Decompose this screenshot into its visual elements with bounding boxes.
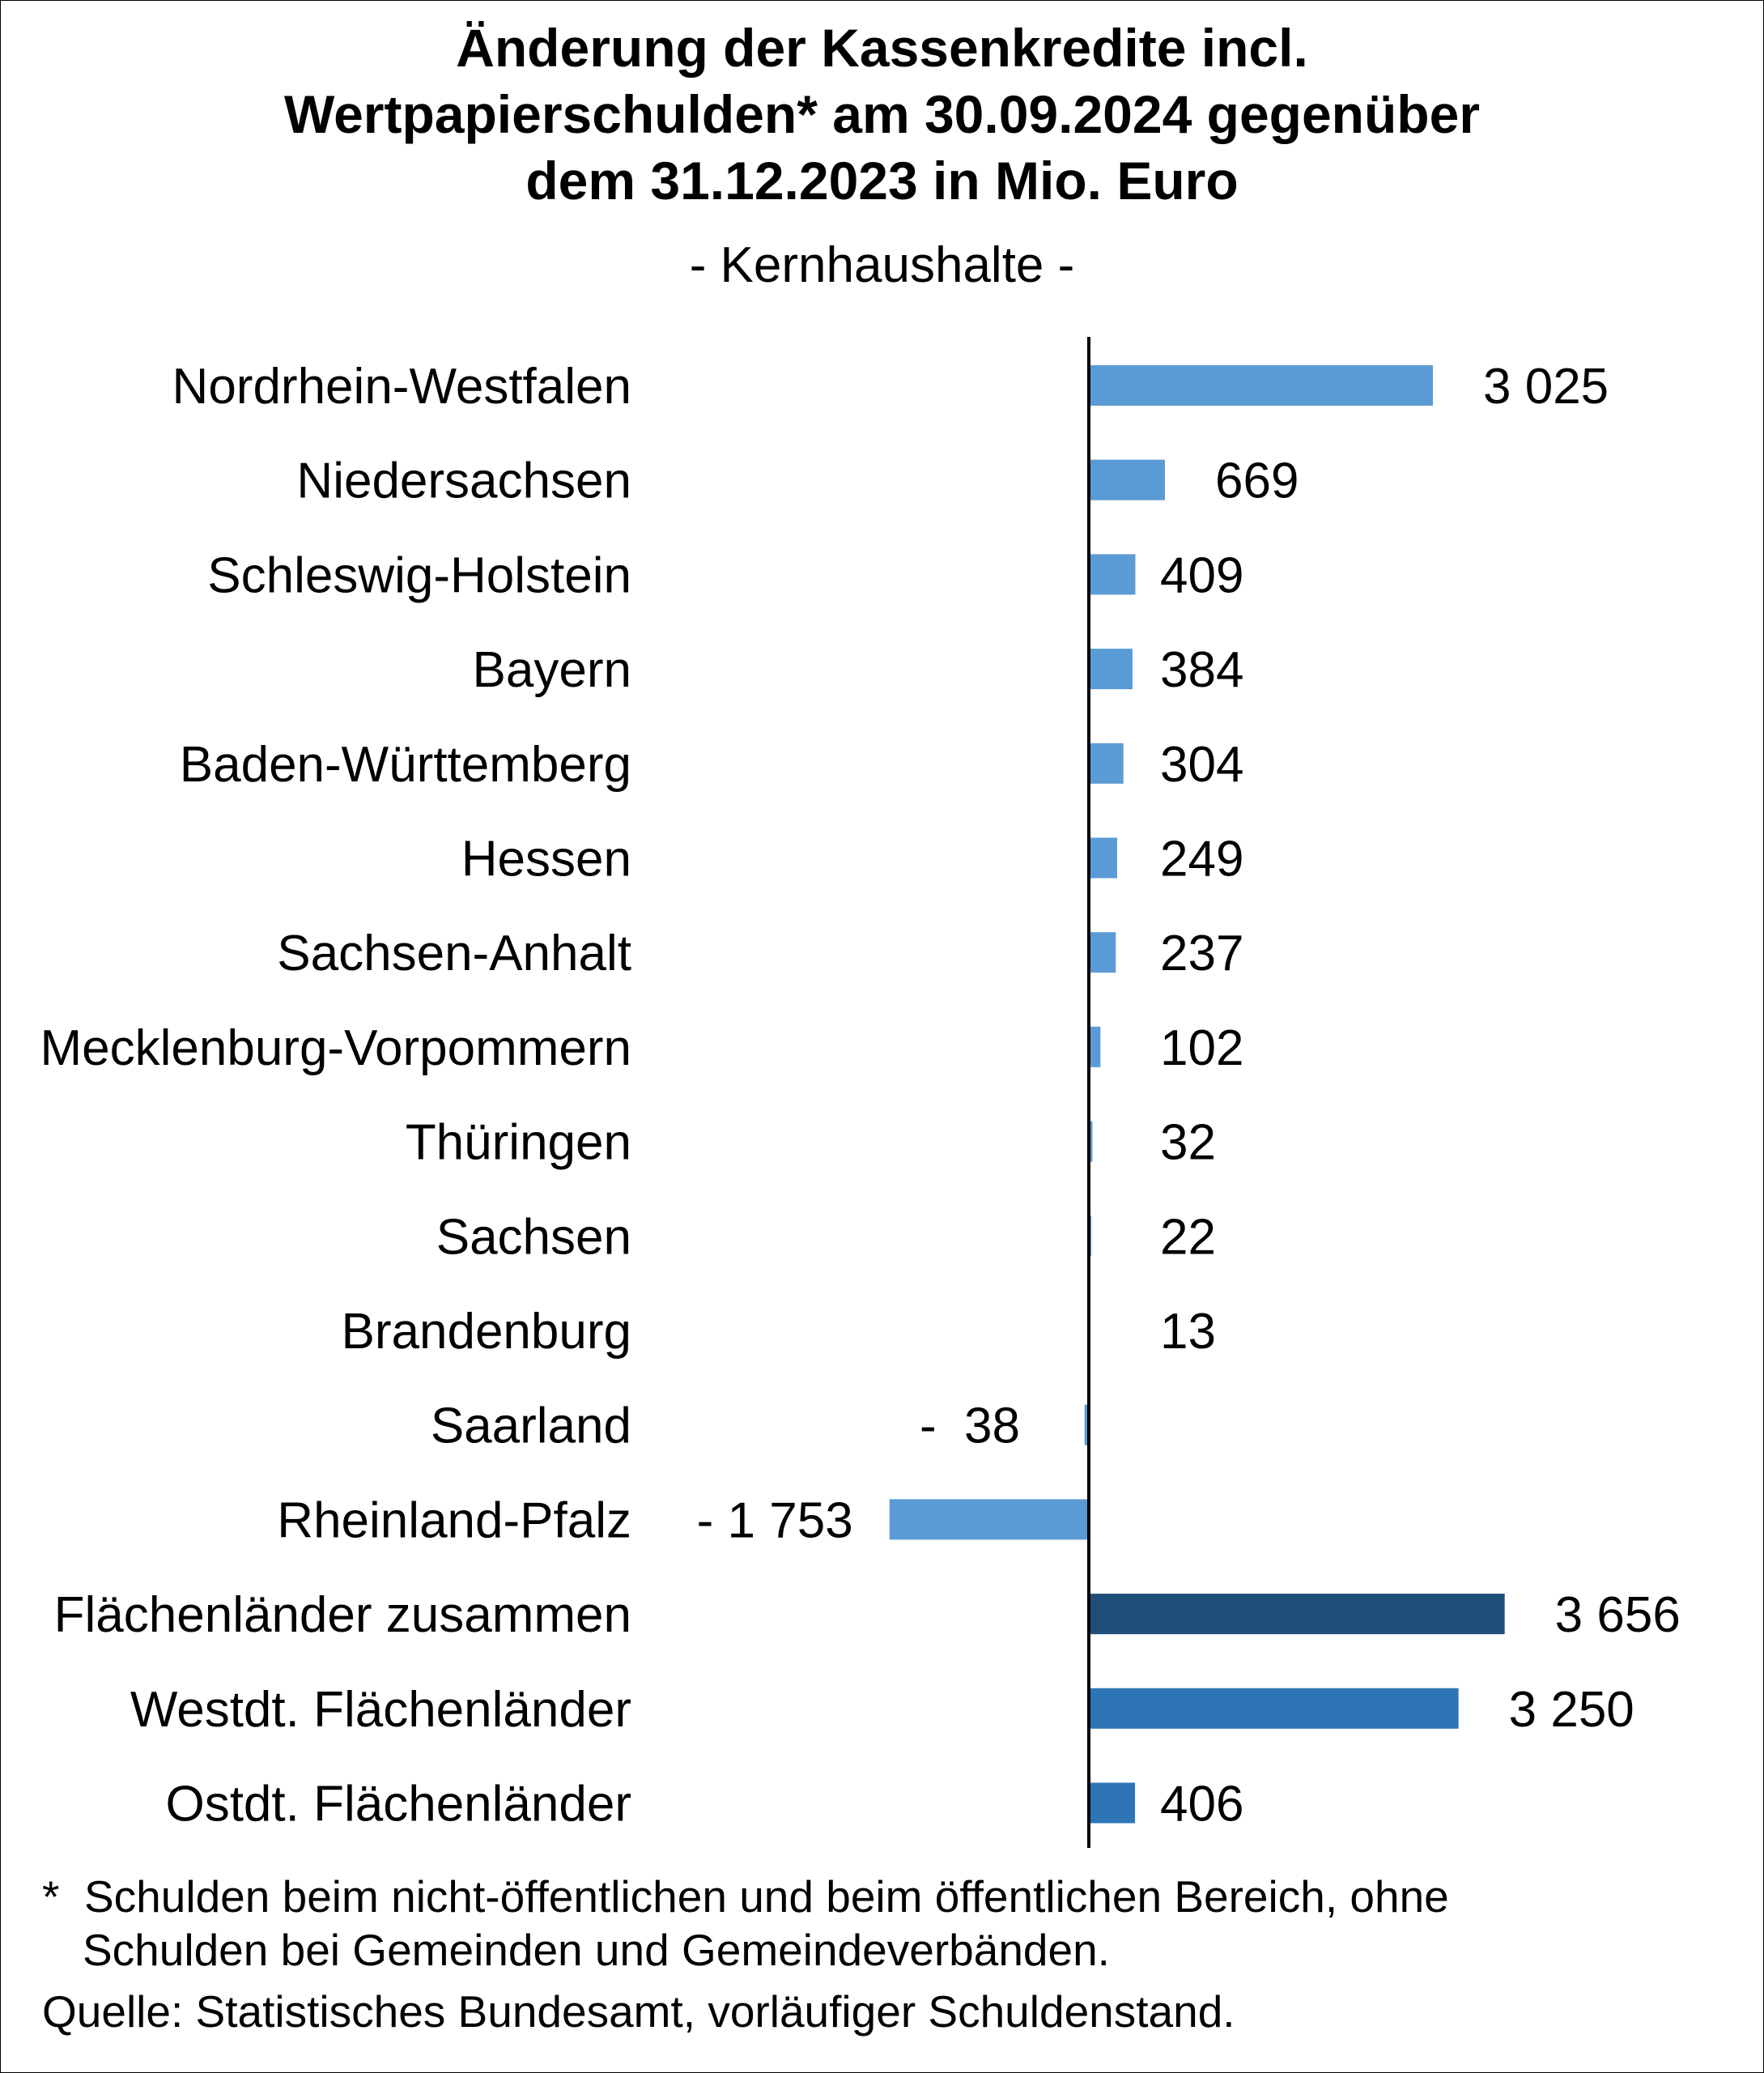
value-label-sachsen-anhalt: 237 xyxy=(1160,926,1244,982)
bar-flaechenlaender-zusammen xyxy=(1089,1594,1505,1634)
value-label-sachsen: 22 xyxy=(1160,1209,1216,1266)
category-label-sachsen-anhalt: Sachsen-Anhalt xyxy=(277,926,631,982)
category-label-baden-wuerttemberg: Baden-Württemberg xyxy=(179,736,631,793)
value-label-mecklenburg-vorpommern: 102 xyxy=(1160,1019,1244,1076)
value-label-thueringen: 32 xyxy=(1160,1114,1216,1171)
category-label-schleswig-holstein: Schleswig-Holstein xyxy=(207,547,631,604)
chart-title-line-3: dem 31.12.2023 in Mio. Euro xyxy=(525,151,1239,211)
value-label-flaechenlaender-zusammen: 3 656 xyxy=(1554,1587,1681,1644)
chart-title-line-2: Wertpapierschulden* am 30.09.2024 gegenüber xyxy=(283,84,1481,144)
category-label-bayern: Bayern xyxy=(472,642,631,699)
footnote-line-2: Schulden bei Gemeinden und Gemeindeverbänden. xyxy=(83,1925,1110,1975)
category-label-mecklenburg-vorpommern: Mecklenburg-Vorpommern xyxy=(40,1019,631,1076)
value-label-rheinland-pfalz: - 1 753 xyxy=(696,1492,853,1549)
value-label-niedersachsen: 669 xyxy=(1214,453,1299,509)
category-label-flaechenlaender-zusammen: Flächenländer zusammen xyxy=(53,1587,631,1644)
bar-niedersachsen xyxy=(1089,460,1165,500)
bar-ostdt-flaechenlaender xyxy=(1089,1783,1135,1824)
category-label-hessen: Hessen xyxy=(461,831,631,888)
category-label-thueringen: Thüringen xyxy=(405,1114,631,1171)
category-label-saarland: Saarland xyxy=(430,1398,631,1454)
value-label-bayern: 384 xyxy=(1160,642,1244,699)
bar-bayern xyxy=(1089,649,1133,689)
source-note: Quelle: Statistisches Bundesamt, vorläufiger Schuldenstand. xyxy=(42,1986,1235,2037)
bar-baden-wuerttemberg xyxy=(1089,743,1124,784)
value-label-westdt-flaechenlaender: 3 250 xyxy=(1508,1681,1634,1738)
category-label-westdt-flaechenlaender: Westdt. Flächenländer xyxy=(130,1681,631,1738)
chart-title-line-1: Änderung der Kassenkredite incl. xyxy=(456,18,1308,78)
bar-schleswig-holstein xyxy=(1089,554,1135,594)
bar-nordrhein-westfalen xyxy=(1089,365,1433,406)
bar-hessen xyxy=(1089,838,1117,879)
footnote-star: * xyxy=(42,1871,60,1922)
category-label-sachsen: Sachsen xyxy=(436,1209,631,1266)
value-label-baden-wuerttemberg: 304 xyxy=(1160,736,1244,793)
bar-sachsen-anhalt xyxy=(1089,932,1116,973)
bar-rheinland-pfalz xyxy=(890,1499,1089,1539)
category-label-nordrhein-westfalen: Nordrhein-Westfalen xyxy=(172,359,631,415)
bar-westdt-flaechenlaender xyxy=(1089,1688,1459,1729)
chart-subtitle: - Kernhaushalte - xyxy=(689,237,1075,293)
value-label-brandenburg: 13 xyxy=(1160,1304,1216,1360)
value-label-ostdt-flaechenlaender: 406 xyxy=(1160,1776,1244,1832)
footnote-line-1 xyxy=(42,1871,1449,1922)
value-label-hessen: 249 xyxy=(1160,831,1244,888)
value-label-schleswig-holstein: 409 xyxy=(1160,547,1244,604)
category-label-ostdt-flaechenlaender: Ostdt. Flächenländer xyxy=(165,1776,631,1832)
value-label-saarland: - 38 xyxy=(919,1398,1020,1454)
bar-mecklenburg-vorpommern xyxy=(1089,1027,1100,1067)
value-label-nordrhein-westfalen: 3 025 xyxy=(1483,359,1609,415)
category-label-niedersachsen: Niedersachsen xyxy=(296,453,631,509)
footnote-text-1: Schulden beim nicht-öffentlichen und beim öffentlichen Bereich, ohne xyxy=(84,1871,1449,1922)
category-label-rheinland-pfalz: Rheinland-Pfalz xyxy=(277,1492,631,1549)
category-label-brandenburg: Brandenburg xyxy=(341,1304,631,1360)
